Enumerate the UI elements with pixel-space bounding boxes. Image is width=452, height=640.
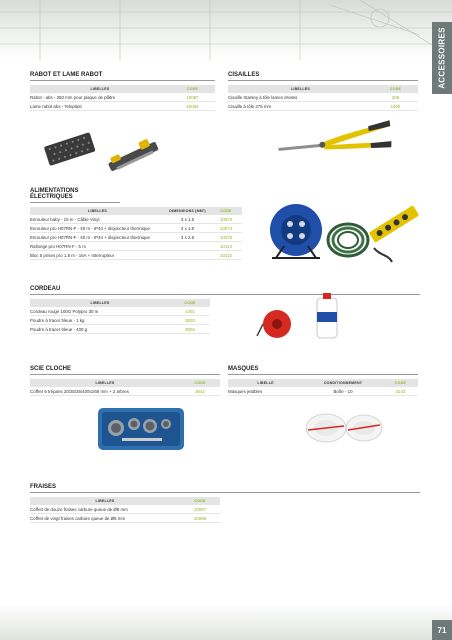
row-code: 10075 xyxy=(219,234,233,240)
chalk-line-image xyxy=(255,292,355,344)
row-label: Cisaille Stanley à tôle lames droites xyxy=(228,94,298,100)
row-dimensions: 3 x 2.5 xyxy=(180,234,195,240)
section-cisailles xyxy=(228,72,418,111)
plaster-rasp-image xyxy=(40,125,170,175)
header-label: LIBELLÉS xyxy=(291,87,310,91)
row-label: Masques jetables xyxy=(228,388,263,394)
table-row xyxy=(30,514,220,523)
table-header xyxy=(30,299,210,307)
header-code: CODE xyxy=(389,87,402,91)
row-code: 3003 xyxy=(185,317,195,323)
table-row xyxy=(228,102,418,111)
row-code: 3004 xyxy=(185,326,195,332)
table-row xyxy=(30,233,242,242)
header-label: LIBELLÉS xyxy=(88,209,107,213)
row-label: Rabot - abs - 250 mm pour plaque de plâtre xyxy=(30,94,116,100)
header-code: CODE xyxy=(194,499,206,503)
row-label: Poudre à tracer bleue - 400 g xyxy=(30,326,88,332)
row-code: 3143 xyxy=(395,388,406,394)
table-header xyxy=(30,85,215,93)
table-header xyxy=(30,207,242,215)
header-background xyxy=(0,0,452,60)
row-label: Bloc 5 prises pro 1,5 m - 16A + Interrupteur xyxy=(30,252,115,258)
header-label: LIBELLÉS xyxy=(90,87,110,91)
header-label: LIBELLÉS xyxy=(95,499,115,503)
section-rabot xyxy=(30,72,215,111)
table-header xyxy=(228,379,418,387)
dust-masks-image xyxy=(300,398,390,446)
section-title: ALIMENTATIONS ÉLECTRIQUES xyxy=(30,188,120,203)
header-dimensions: DIMENSIONS (MM²) xyxy=(169,209,206,213)
table-row xyxy=(30,325,210,334)
section-title: CORDEAU xyxy=(30,286,420,295)
table-row xyxy=(30,307,210,316)
row-label: Lame rabot abs - Teleplast xyxy=(30,103,82,109)
row-code: 10074 xyxy=(219,225,233,231)
row-label: Coffret de douze fraises carbure queue de Ø8 mm xyxy=(30,506,128,512)
fraises-table xyxy=(30,497,220,523)
section-title: RABOT ET LAME RABOT xyxy=(30,72,215,81)
section-scie-cloche xyxy=(30,366,220,396)
row-label: Coffret de vingt fraises carbure queue de Ø8 mm xyxy=(30,515,126,521)
section-masques xyxy=(228,366,418,396)
table-row xyxy=(30,387,220,396)
row-code: 10084 xyxy=(186,103,199,109)
page-number: 71 xyxy=(432,620,452,640)
row-packaging: Boîte - 10 xyxy=(333,388,353,394)
row-label: Poudre à tracer bleue - 1 kg xyxy=(30,317,85,323)
table-row xyxy=(30,242,242,251)
row-code: 1401 xyxy=(185,308,195,314)
header-code: CODE xyxy=(184,301,196,305)
table-row xyxy=(30,93,215,102)
cordeau-table xyxy=(30,299,210,334)
row-code: 1400 xyxy=(390,103,401,109)
section-title: CISAILLES xyxy=(228,72,418,81)
section-title: FRAISES xyxy=(30,484,420,493)
row-code: 3042 xyxy=(195,388,205,394)
table-row xyxy=(30,224,242,233)
side-tab-label: ACCESSOIRES xyxy=(437,27,447,89)
cable-reel-image xyxy=(262,196,422,268)
header-label: LIBELLÉS xyxy=(95,381,115,385)
footer-background xyxy=(0,604,452,640)
row-label: Enrouleur baby - 15 m - Câble Vinyl xyxy=(30,216,100,222)
table-header xyxy=(228,85,418,93)
row-label: Rallonge pro H07RN-F - 5 m xyxy=(30,243,86,249)
section-title: MASQUES xyxy=(228,366,418,375)
alimentations-table xyxy=(30,207,242,260)
header-packaging: CONDITIONNEMENT xyxy=(323,381,363,385)
table-row xyxy=(30,102,215,111)
row-code: 209 xyxy=(391,94,400,100)
header-code: CODE xyxy=(194,381,206,385)
table-row xyxy=(228,93,418,102)
row-label: Cisaille à tôle 275 mm xyxy=(228,103,272,109)
row-code: 10087 xyxy=(186,94,199,100)
row-code: 10087 xyxy=(193,506,207,512)
row-code: 10073 xyxy=(219,216,233,222)
row-code: 10068 xyxy=(193,515,207,521)
metal-shears-image xyxy=(270,120,400,165)
table-row xyxy=(30,251,242,260)
header-code: CODE xyxy=(220,209,232,213)
row-code: 10114 xyxy=(220,243,232,249)
row-code: 10110 xyxy=(220,252,232,258)
table-header xyxy=(30,497,220,505)
row-dimensions: 3 x 1.5 xyxy=(180,216,195,222)
header-label: LIBELLÉS xyxy=(90,301,110,305)
side-tab xyxy=(432,22,452,94)
table-header xyxy=(30,379,220,387)
section-fraises xyxy=(30,484,420,523)
row-label: Coffret 6 trépans 20/25/35/40/51/68 mm + 2 arbres xyxy=(30,388,129,394)
section-cordeau xyxy=(30,286,420,334)
header-code: CODE xyxy=(186,87,199,91)
table-row xyxy=(228,387,418,396)
table-row xyxy=(30,316,210,325)
hole-saw-kit-image xyxy=(92,398,192,456)
table-row xyxy=(30,215,242,224)
row-label: Cordeau rouge 100G Polypro 30 m xyxy=(30,308,99,314)
section-title: SCIE CLOCHE xyxy=(30,366,220,375)
row-dimensions: 3 x 1.5 xyxy=(180,225,195,231)
table-row xyxy=(30,505,220,514)
row-label: Enrouleur pro H07RN-F - 40 m - IP44 + disjoncteur thermique xyxy=(30,234,150,240)
row-label: Enrouleur pro H07RN-F - 40 m - IP44 + disjoncteur thermique xyxy=(30,225,150,231)
header-label: LIBELLÉ xyxy=(257,381,274,385)
header-code: CODE xyxy=(394,381,407,385)
